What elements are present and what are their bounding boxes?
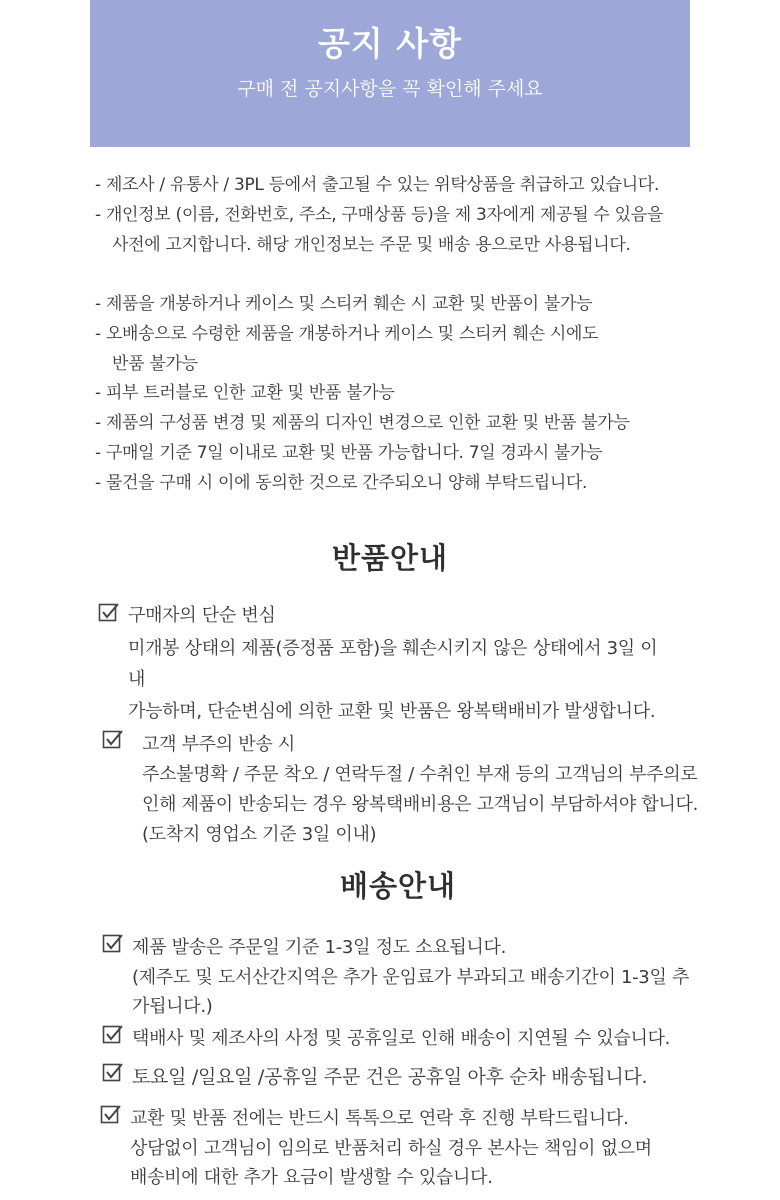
shipping-item-text: 상담없이 고객님이 임의로 반품처리 하실 경우 본사는 책임이 없으며 <box>130 1138 652 1159</box>
page-subtitle: 구매 전 공지사항을 꼭 확인해 주세요 <box>237 78 543 100</box>
returns-item-text: 미개봉 상태의 제품(증정품 포함)을 훼손시키지 않은 상태에서 3일 이 <box>128 638 658 659</box>
returns-item-text: 고객 부주의 반송 시 <box>142 734 295 755</box>
notice-line: - 제조사 / 유통사 / 3PL 등에서 출고될 수 있는 위탁상품을 취급하고 있습니다. <box>95 175 660 195</box>
shipping-item-text: 가됩니다.) <box>132 996 213 1017</box>
page-title: 공지 사항 <box>317 24 462 63</box>
shipping-item-text: 제품 발송은 주문일 기준 1-3일 정도 소요됩니다. <box>132 937 507 958</box>
checkbox-icon <box>100 1104 122 1126</box>
returns-item-text: 가능하며, 단순변심에 의한 교환 및 반품은 왕복택배비가 발생합니다. <box>128 701 656 722</box>
notice-line: - 구매일 기준 7일 이내로 교환 및 반품 가능합니다. 7일 경과시 불가능 <box>95 443 603 463</box>
notice-line: - 제품의 구성품 변경 및 제품의 디자인 변경으로 인한 교환 및 반품 불가능 <box>95 413 630 433</box>
returns-item-text: 내 <box>128 669 146 690</box>
checkbox-icon <box>102 729 124 751</box>
shipping-item-text: 토요일 /일요일 /공휴일 주문 건은 공휴일 아후 순차 배송됩니다. <box>132 1066 648 1088</box>
shipping-item-text: (제주도 및 도서산간지역은 추가 운임료가 부과되고 배송기간이 1-3일 추 <box>132 967 690 988</box>
returns-title: 반품안내 <box>331 541 449 575</box>
notice-line: - 물건을 구매 시 이에 동의한 것으로 간주되오니 양해 부탁드립니다. <box>95 473 588 493</box>
checkbox-icon <box>102 1024 124 1046</box>
notice-line: - 개인정보 (이름, 전화번호, 주소, 구매상품 등)을 제 3자에게 제공될 수 있음을 <box>95 205 664 225</box>
returns-item-text: (도착지 영업소 기준 3일 이내) <box>142 824 377 845</box>
notice-line: - 피부 트러블로 인한 교환 및 반품 불가능 <box>95 383 395 403</box>
returns-item-text: 구매자의 단순 변심 <box>128 605 276 626</box>
checkbox-icon <box>102 933 124 955</box>
checkbox-icon <box>98 602 120 624</box>
shipping-title: 배송안내 <box>339 869 457 903</box>
shipping-item-text: 택배사 및 제조사의 사정 및 공휴일로 인해 배송이 지연될 수 있습니다. <box>132 1028 671 1049</box>
notice-line: 반품 불가능 <box>112 354 198 374</box>
returns-item-text: 인해 제품이 반송되는 경우 왕복택배비용은 고객님이 부담하셔야 합니다. <box>142 794 699 815</box>
returns-item-text: 주소불명확 / 주문 착오 / 연락두절 / 수취인 부재 등의 고객님의 부주의로 <box>142 764 698 785</box>
notice-line: 사전에 고지합니다. 해당 개인정보는 주문 및 배송 용으로만 사용됩니다. <box>112 235 631 255</box>
notice-line: - 제품을 개봉하거나 케이스 및 스티커 훼손 시 교환 및 반품이 불가능 <box>95 294 593 314</box>
shipping-item-text: 배송비에 대한 추가 요금이 발생할 수 있습니다. <box>130 1167 493 1188</box>
checkbox-icon <box>102 1062 124 1084</box>
shipping-item-text: 교환 및 반품 전에는 반드시 톡톡으로 연락 후 진행 부탁드립니다. <box>130 1108 629 1129</box>
notice-header <box>90 0 690 147</box>
notice-line: - 오배송으로 수령한 제품을 개봉하거나 케이스 및 스티커 훼손 시에도 <box>95 324 599 344</box>
